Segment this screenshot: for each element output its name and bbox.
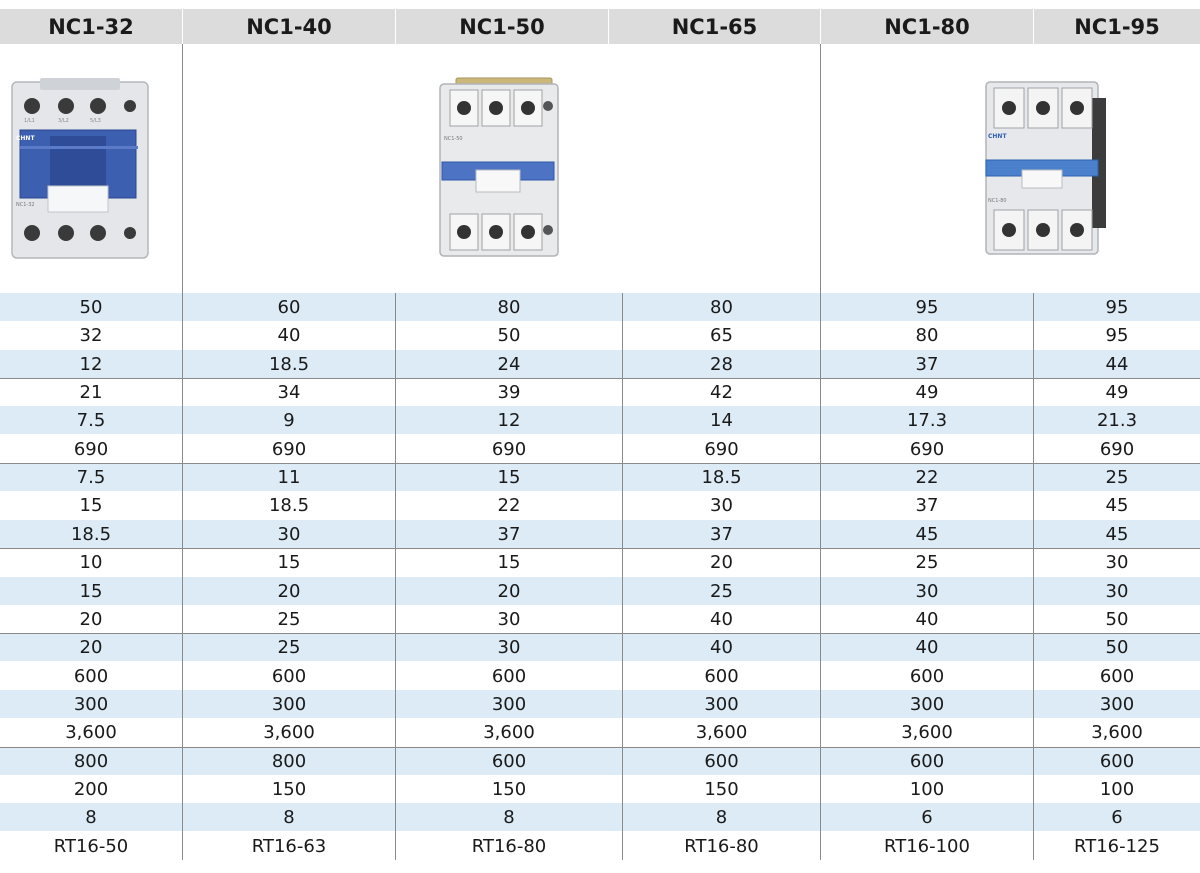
table-cell: 30 (497, 637, 521, 659)
column-header-nc1-80: NC1-80 (884, 15, 970, 39)
table-row (0, 747, 1200, 775)
column-header-nc1-50: NC1-50 (459, 15, 545, 39)
table-cell: 60 (277, 297, 301, 318)
table-cell: RT16-125 (1074, 835, 1160, 857)
contactor-nc1-80-image (980, 78, 1110, 262)
table-cell: 7.5 (76, 410, 106, 432)
table-cell: 30 (915, 580, 939, 602)
table-cell: 3,600 (1091, 722, 1143, 744)
svg-text:5/L3: 5/L3 (90, 118, 101, 124)
table-cell: 25 (1105, 467, 1129, 489)
table-cell: 21.3 (1096, 410, 1138, 432)
table-cell: 3,600 (483, 722, 535, 744)
table-cell: 40 (710, 637, 733, 659)
table-cell: 7.5 (76, 467, 106, 489)
table-cell: 20 (79, 637, 103, 659)
table-cell: 42 (710, 382, 733, 404)
table-cell: 25 (710, 580, 733, 602)
table-cell: 20 (497, 580, 521, 602)
table-cell: 300 (491, 693, 527, 715)
table-cell: 50 (1105, 637, 1129, 659)
column-header-nc1-40: NC1-40 (246, 15, 332, 39)
group-divider (0, 463, 1200, 464)
table-cell: 95 (1105, 297, 1129, 318)
table-cell: 20 (277, 580, 301, 602)
table-cell: 600 (909, 665, 945, 687)
group-divider (0, 548, 1200, 549)
table-row (0, 718, 1200, 746)
column-header-nc1-65: NC1-65 (671, 15, 758, 39)
table-cell: 30 (710, 495, 733, 517)
table-cell: RT16-50 (53, 835, 129, 857)
table-cell: 300 (271, 693, 307, 715)
table-cell: 150 (704, 778, 739, 800)
table-cell: 200 (73, 778, 109, 800)
table-cell: 95 (1105, 325, 1129, 347)
contactor-nc1-32-image (10, 78, 150, 264)
table-row (0, 662, 1200, 690)
table-cell: 18.5 (268, 353, 310, 375)
table-cell: 3,600 (263, 722, 315, 744)
table-cell: 600 (704, 750, 739, 772)
table-cell: 45 (1105, 495, 1129, 517)
table-row (0, 406, 1200, 434)
table-cell: 15 (497, 467, 521, 489)
table-cell: 15 (497, 552, 521, 574)
table-cell: 65 (710, 325, 733, 347)
table-cell: 30 (1105, 580, 1129, 602)
table-cell: 15 (277, 552, 301, 574)
table-row (0, 491, 1200, 519)
table-cell: 40 (710, 608, 733, 630)
table-row (0, 775, 1200, 803)
table-cell: 690 (1099, 438, 1135, 460)
table-row (0, 633, 1200, 661)
table-cell: 6 (1111, 807, 1123, 829)
table-cell: 150 (271, 778, 307, 800)
table-row (0, 435, 1200, 463)
table-cell: 37 (497, 523, 521, 545)
table-cell: 690 (271, 438, 307, 460)
table-cell: 25 (277, 608, 301, 630)
table-cell: 600 (909, 750, 945, 772)
table-cell: 14 (710, 410, 733, 432)
table-cell: 15 (79, 495, 103, 517)
table-cell: 8 (283, 807, 295, 829)
table-row (0, 293, 1200, 321)
table-cell: 30 (277, 523, 301, 545)
table-cell: 28 (710, 353, 733, 375)
column-header-nc1-95: NC1-95 (1074, 15, 1160, 39)
table-cell: 12 (79, 353, 103, 375)
table-cell: RT16-100 (884, 835, 970, 857)
table-cell: 8 (715, 807, 728, 829)
table-cell: 40 (277, 325, 301, 347)
table-row (0, 803, 1200, 831)
svg-text:CHNT: CHNT (988, 133, 1007, 140)
table-cell: 22 (497, 495, 521, 517)
table-row (0, 690, 1200, 718)
table-cell: 18.5 (70, 523, 112, 545)
table-cell: 20 (710, 552, 733, 574)
table-cell: 20 (79, 608, 103, 630)
table-cell: 690 (491, 438, 527, 460)
table-cell: 18.5 (701, 467, 742, 489)
table-cell: 3,600 (65, 722, 117, 744)
table-cell: 30 (1105, 552, 1129, 574)
table-row (0, 605, 1200, 633)
table-cell: 21 (79, 382, 103, 404)
table-row (0, 463, 1200, 491)
table-cell: 40 (915, 637, 939, 659)
table-cell: 80 (497, 297, 521, 318)
table-cell: 12 (497, 410, 521, 432)
contactor-nc1-50-image (436, 76, 562, 264)
table-cell: 25 (277, 637, 301, 659)
table-cell: 15 (79, 580, 103, 602)
table-cell: 600 (491, 750, 527, 772)
table-cell: 44 (1105, 353, 1129, 375)
table-cell: 49 (915, 382, 939, 404)
table-cell: 300 (1099, 693, 1135, 715)
table-cell: 600 (1099, 750, 1135, 772)
table-cell: 300 (73, 693, 109, 715)
table-row (0, 577, 1200, 605)
table-cell: 100 (909, 778, 945, 800)
table-cell: 300 (909, 693, 945, 715)
table-cell: 600 (704, 665, 739, 687)
table-cell: 80 (710, 297, 733, 318)
table-cell: 690 (73, 438, 109, 460)
svg-text:CHNT: CHNT (16, 135, 35, 142)
table-cell: 690 (704, 438, 739, 460)
table-cell: 3,600 (695, 722, 748, 744)
table-cell: 25 (915, 552, 939, 574)
table-cell: 100 (1099, 778, 1135, 800)
table-cell: 300 (704, 693, 739, 715)
table-cell: 22 (915, 467, 939, 489)
table-cell: 690 (909, 438, 945, 460)
svg-text:NC1-50: NC1-50 (444, 136, 463, 142)
table-cell: 150 (491, 778, 527, 800)
table-cell: 10 (79, 552, 103, 574)
svg-text:1/L1: 1/L1 (24, 118, 35, 124)
table-cell: 600 (491, 665, 527, 687)
table-cell: 24 (497, 353, 521, 375)
table-cell: 30 (497, 608, 521, 630)
table-cell: 45 (1105, 523, 1129, 545)
table-cell: 800 (73, 750, 109, 772)
table-cell: 11 (277, 467, 301, 489)
table-cell: 37 (915, 495, 939, 517)
table-cell: 17.3 (906, 410, 948, 432)
table-cell: 39 (497, 382, 521, 404)
table-header (0, 9, 1200, 44)
table-cell: 32 (79, 325, 103, 347)
group-divider (0, 747, 1200, 748)
table-cell: 50 (1105, 608, 1129, 630)
group-divider (0, 378, 1200, 379)
svg-text:NC1-80: NC1-80 (988, 198, 1007, 204)
table-cell: 40 (915, 608, 939, 630)
table-row (0, 520, 1200, 548)
table-cell: 600 (73, 665, 109, 687)
table-cell: 45 (915, 523, 939, 545)
table-cell: 800 (271, 750, 307, 772)
table-cell: RT16-63 (251, 835, 327, 857)
svg-text:NC1-32: NC1-32 (16, 202, 35, 208)
table-cell: 49 (1105, 382, 1129, 404)
group-divider (0, 633, 1200, 634)
table-cell: 6 (921, 807, 933, 829)
table-cell: 80 (915, 325, 939, 347)
table-cell: 34 (277, 382, 301, 404)
table-cell: 3,600 (901, 722, 953, 744)
table-cell: 50 (79, 297, 103, 318)
table-cell: 18.5 (268, 495, 310, 517)
svg-text:3/L2: 3/L2 (58, 118, 69, 124)
table-cell: 600 (271, 665, 307, 687)
table-row (0, 321, 1200, 349)
table-row (0, 832, 1200, 860)
table-cell: 95 (915, 297, 939, 318)
table-cell: 37 (915, 353, 939, 375)
table-cell: 8 (85, 807, 97, 829)
table-cell: RT16-80 (471, 835, 547, 857)
table-cell: 9 (283, 410, 295, 432)
table-row (0, 378, 1200, 406)
table-cell: 8 (503, 807, 515, 829)
column-header-nc1-32: NC1-32 (48, 15, 134, 39)
table-cell: 37 (710, 523, 733, 545)
table-row (0, 548, 1200, 576)
table-cell: RT16-80 (684, 835, 759, 857)
table-row (0, 350, 1200, 378)
table-cell: 600 (1099, 665, 1135, 687)
table-cell: 50 (497, 325, 521, 347)
